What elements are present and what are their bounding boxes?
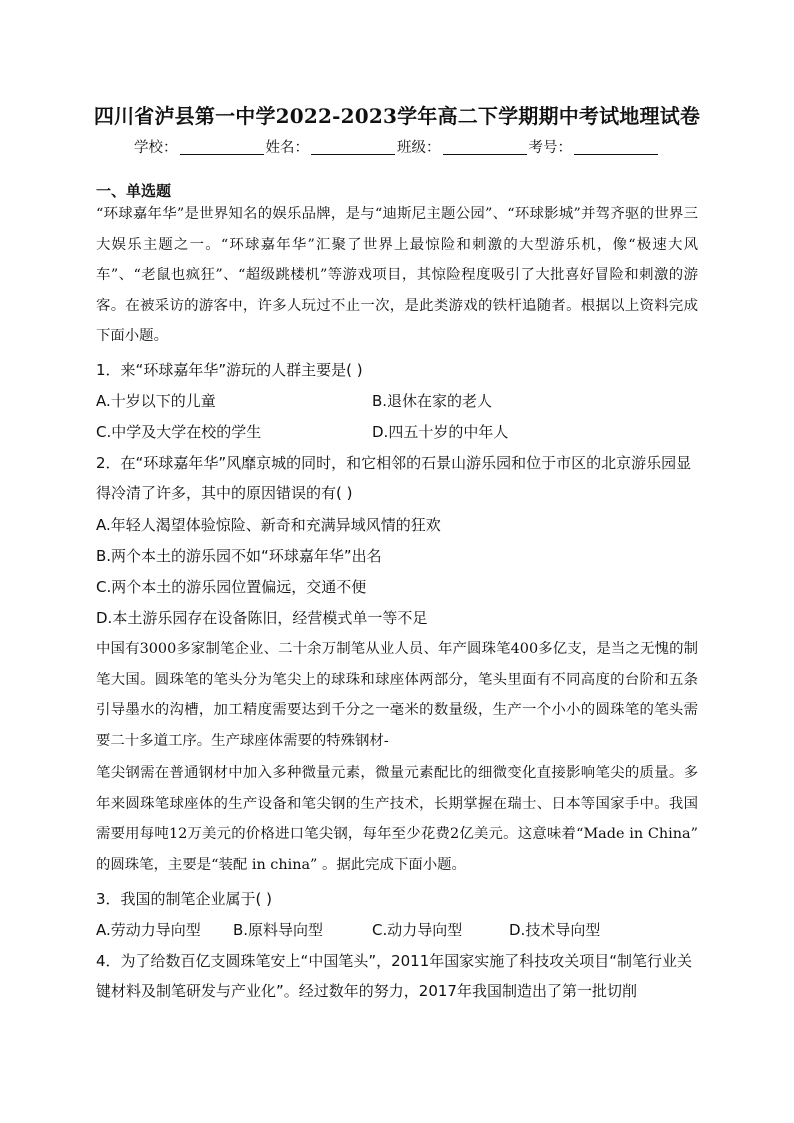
- exam-no-label: 考号：: [528, 140, 572, 156]
- q3-option-b[interactable]: B.原料导向型: [233, 921, 324, 939]
- q2-option-b[interactable]: B.两个本土的游乐园不如“环球嘉年华”出名: [96, 547, 382, 565]
- school-label: 学校：: [134, 140, 178, 156]
- student-info-row: [0, 136, 794, 157]
- q1-option-c[interactable]: C.中学及大学在校的学生: [96, 423, 262, 441]
- q2-option-c[interactable]: C.两个本土的游乐园位置偏远，交通不便: [96, 578, 367, 596]
- section-title: 一、单选题: [96, 182, 172, 200]
- q2-option-a[interactable]: A.年轻人渴望体验惊险、新奇和充满异域风情的狂欢: [96, 516, 441, 534]
- q3-option-d[interactable]: D.技术导向型: [509, 921, 601, 939]
- exam-no-blank[interactable]: [574, 138, 658, 155]
- question-3-stem: 3．我国的制笔企业属于( ): [96, 890, 273, 908]
- q2-option-d[interactable]: D.本土游乐园存在设备陈旧，经营模式单一等不足: [96, 609, 428, 627]
- q3-option-a[interactable]: A.劳动力导向型: [96, 921, 201, 939]
- question-4-stem: 4．为了给数百亿支圆珠笔安上“中国笔头”，2011年国家实施了科技攻关项目“制笔行业关键材料及制笔研发与产业化”。经过数年的努力，2017年我国制造出了第一批切削: [96, 952, 693, 1000]
- class-label: 班级：: [397, 140, 441, 156]
- name-label: 姓名：: [265, 140, 309, 156]
- name-blank[interactable]: [311, 138, 395, 155]
- question-1-stem: 1．来“环球嘉年华”游玩的人群主要是( ): [96, 361, 363, 379]
- school-blank[interactable]: [180, 138, 264, 155]
- class-blank[interactable]: [443, 138, 527, 155]
- passage-carnival: “环球嘉年华”是世界知名的娱乐品牌，是与“迪斯尼主题公园”、“环球影城”并驾齐驱的世界三大娱乐主题之一。“环球嘉年华”汇聚了世界上最惊险和刺激的大型游乐机，像“极速大风车”、“老鼠也疯狂”、“超级跳楼机”等游戏项目，其惊险程度吸引了大批喜好冒险和刺激的游客。在被采访的游客中，许多人玩过不止一次，是此类游戏的铁杆追随者。根据以上资料完成下面小题。: [96, 206, 698, 345]
- q1-option-d[interactable]: D.四五十岁的中年人: [372, 423, 509, 441]
- page-title: 四川省泸县第一中学2022-2023学年高二下学期期中考试地理试卷: [93, 104, 701, 128]
- question-2-stem: 2．在“环球嘉年华”风靡京城的同时，和它相邻的石景山游乐园和位于市区的北京游乐园显得冷清了许多，其中的原因错误的有( ): [96, 454, 692, 502]
- passage-pen-steel: 笔尖钢需在普通钢材中加入多种微量元素，微量元素配比的细微变化直接影响笔尖的质量。多年来圆珠笔球座体的生产设备和笔尖钢的生产技术，长期掌握在瑞士、日本等国家手中。我国需要用每吨12万美元的价格进口笔尖钢，每年至少花费2亿美元。这意味着“Made in China” 的圆珠笔，主要是“装配 in china” 。据此完成下面小题。: [96, 765, 698, 873]
- passage-pen-industry: 中国有3000多家制笔企业、二十余万制笔从业人员、年产圆珠笔400多亿支，是当之无愧的制笔大国。圆珠笔的笔头分为笔尖上的球珠和球座体两部分，笔头里面有不同高度的台阶和五条引导墨水的沟槽，加工精度需要达到千分之一毫米的数量级，生产一个小小的圆珠笔的笔头需要二十多道工序。生产球座体需要的特殊钢材-: [96, 641, 698, 749]
- q1-option-b[interactable]: B.退休在家的老人: [372, 392, 493, 410]
- q1-option-a[interactable]: A.十岁以下的儿童: [96, 392, 216, 410]
- q3-option-c[interactable]: C.动力导向型: [372, 921, 463, 939]
